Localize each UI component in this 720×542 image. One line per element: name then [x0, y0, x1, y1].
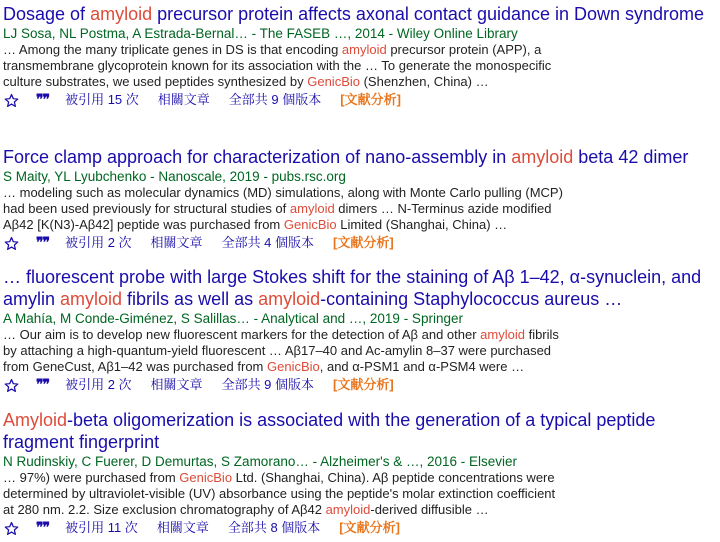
- result-title[interactable]: [0, 266, 716, 310]
- result-title[interactable]: [0, 3, 716, 25]
- highlighted-term: amyloid: [341, 42, 387, 57]
- snippet-line: [3, 486, 716, 502]
- text-segment: Aβ42 [K(N3)-Aβ42] peptide was purchased from: [3, 217, 284, 232]
- text-segment: fibrils: [524, 327, 559, 342]
- text-segment: … Our aim is to develop new fluorescent markers for the detection of Aβ and other: [3, 327, 481, 342]
- snippet-line: [3, 343, 716, 359]
- text-segment: precursor protein (APP), a: [386, 42, 542, 57]
- snippet-line: [3, 201, 716, 217]
- snippet-line: [3, 58, 716, 74]
- text-segment: , and α-PSM1 and α-PSM4 were …: [319, 359, 525, 374]
- literature-analysis-link[interactable]: [文献分析]: [333, 235, 394, 250]
- text-segment: had been used previously for structural studies of: [3, 201, 290, 216]
- highlighted-term: amyloid: [325, 502, 371, 517]
- text-segment: at 280 nm. 2.2. Size exclusion chromatography of Aβ42: [3, 502, 326, 517]
- related-articles-link[interactable]: 相關文章: [156, 520, 209, 535]
- result-actions: [0, 519, 716, 537]
- text-segment: from GeneCust, Aβ1–42 was purchased from: [3, 359, 267, 374]
- result-item: [0, 266, 716, 394]
- text-segment: fibrils as well as: [122, 289, 259, 309]
- quote-icon[interactable]: ❞❞: [36, 520, 50, 536]
- all-versions-link[interactable]: 全部共 8 個版本: [227, 520, 321, 535]
- result-authors[interactable]: LJ Sosa, NL Postma, A Estrada-Bernal… - The FASEB …, 2014 - Wiley Online Library: [3, 26, 518, 41]
- result-actions: [0, 376, 716, 394]
- all-versions-link[interactable]: 全部共 9 個版本: [221, 377, 315, 392]
- text-segment: dimers … N-Terminus azide modified: [334, 201, 552, 216]
- result-title[interactable]: [0, 409, 716, 453]
- text-segment: … modeling such as molecular dynamics (MD) simulations, along with Monte Carlo pulling (MCP): [3, 185, 563, 200]
- star-icon[interactable]: [4, 521, 19, 536]
- highlighted-term: Amyloid: [3, 410, 68, 430]
- snippet-line: [3, 327, 716, 343]
- snippet-line: [3, 502, 716, 518]
- result-actions: [0, 234, 716, 252]
- star-icon[interactable]: [4, 93, 19, 108]
- snippet-line: [3, 74, 716, 90]
- literature-analysis-link[interactable]: [文献分析]: [333, 377, 394, 392]
- highlighted-term: GenicBio: [179, 470, 233, 485]
- highlighted-term: amyloid: [258, 289, 321, 309]
- text-segment: transmembrane glycoprotein known for its association with the … To generate the monospecific: [3, 58, 552, 73]
- text-segment: (Shenzhen, China) …: [359, 74, 489, 89]
- all-versions-link[interactable]: 全部共 4 個版本: [221, 235, 315, 250]
- related-articles-link[interactable]: 相關文章: [150, 235, 203, 250]
- snippet-line: [3, 359, 716, 375]
- highlighted-term: amyloid: [480, 327, 525, 342]
- highlighted-term: amyloid: [289, 201, 335, 216]
- result-authors[interactable]: N Rudinskiy, C Fuerer, D Demurtas, S Zamorano… - Alzheimer's & …, 2016 - Elsevier: [3, 454, 517, 469]
- result-authors[interactable]: S Maity, YL Lyubchenko - Nanoscale, 2019 - pubs.rsc.org: [3, 169, 346, 184]
- result-snippet: [0, 42, 716, 90]
- highlighted-term: amyloid: [90, 4, 153, 24]
- text-segment: -beta oligomerization is associated with the generation of a typical peptide fragment fingerprint: [3, 410, 656, 452]
- result-item: [0, 3, 716, 109]
- quote-icon[interactable]: ❞❞: [36, 235, 50, 251]
- text-segment: by attaching a high-quantum-yield fluorescent … Aβ17–40 and Ac-amylin 8–37 were purchased: [3, 343, 552, 358]
- cited-by-link[interactable]: 被引用 2 次: [65, 235, 132, 250]
- text-segment: Dosage of: [3, 4, 91, 24]
- text-segment: precursor protein affects axonal contact guidance in Down syndrome: [152, 4, 705, 24]
- literature-analysis-link[interactable]: [文献分析]: [339, 520, 400, 535]
- highlighted-term: amyloid: [511, 147, 574, 167]
- star-icon[interactable]: [4, 378, 19, 393]
- text-segment: Force clamp approach for characterization of nano-assembly in: [3, 147, 512, 167]
- cited-by-link[interactable]: 被引用 15 次: [65, 92, 139, 107]
- text-segment: … Among the many triplicate genes in DS is that encoding: [3, 42, 342, 57]
- snippet-line: [3, 42, 716, 58]
- result-snippet: [0, 185, 716, 233]
- result-authors[interactable]: A Mahía, M Conde-Giménez, S Salillas… - Analytical and …, 2019 - Springer: [3, 311, 463, 326]
- text-segment: Ltd. (Shanghai, China). Aβ peptide concentrations were: [232, 470, 555, 485]
- highlighted-term: GenicBio: [283, 217, 337, 232]
- result-item: [0, 409, 716, 537]
- text-segment: culture substrates, we used peptides synthesized by: [3, 74, 308, 89]
- result-snippet: [0, 470, 716, 518]
- highlighted-term: amyloid: [60, 289, 123, 309]
- all-versions-link[interactable]: 全部共 9 個版本: [228, 92, 322, 107]
- snippet-line: [3, 217, 716, 233]
- related-articles-link[interactable]: 相關文章: [150, 377, 203, 392]
- snippet-line: [3, 185, 716, 201]
- result-title[interactable]: [0, 146, 716, 168]
- highlighted-term: GenicBio: [307, 74, 360, 89]
- result-item: [0, 146, 716, 252]
- quote-icon[interactable]: ❞❞: [36, 377, 50, 393]
- cited-by-link[interactable]: 被引用 11 次: [65, 520, 138, 535]
- literature-analysis-link[interactable]: [文献分析]: [340, 92, 401, 107]
- text-segment: … 97%) were purchased from: [3, 470, 180, 485]
- text-segment: -containing Staphylococcus aureus …: [320, 289, 623, 309]
- star-icon[interactable]: [4, 236, 19, 251]
- result-snippet: [0, 327, 716, 375]
- snippet-line: [3, 470, 716, 486]
- highlighted-term: GenicBio: [267, 359, 320, 374]
- text-segment: beta 42 dimer: [573, 147, 689, 167]
- text-segment: -derived diffusible …: [370, 502, 489, 517]
- quote-icon[interactable]: ❞❞: [36, 92, 50, 108]
- cited-by-link[interactable]: 被引用 2 次: [65, 377, 132, 392]
- result-actions: [0, 91, 716, 109]
- text-segment: Limited (Shanghai, China) …: [336, 217, 508, 232]
- text-segment: … fluorescent probe with large Stokes shift for the staining of Aβ 1–42, α-synuclein, and amylin: [3, 267, 702, 309]
- related-articles-link[interactable]: 相關文章: [157, 92, 210, 107]
- text-segment: determined by ultraviolet-visible (UV) absorbance using the peptide's molar extinction coefficient: [3, 486, 556, 501]
